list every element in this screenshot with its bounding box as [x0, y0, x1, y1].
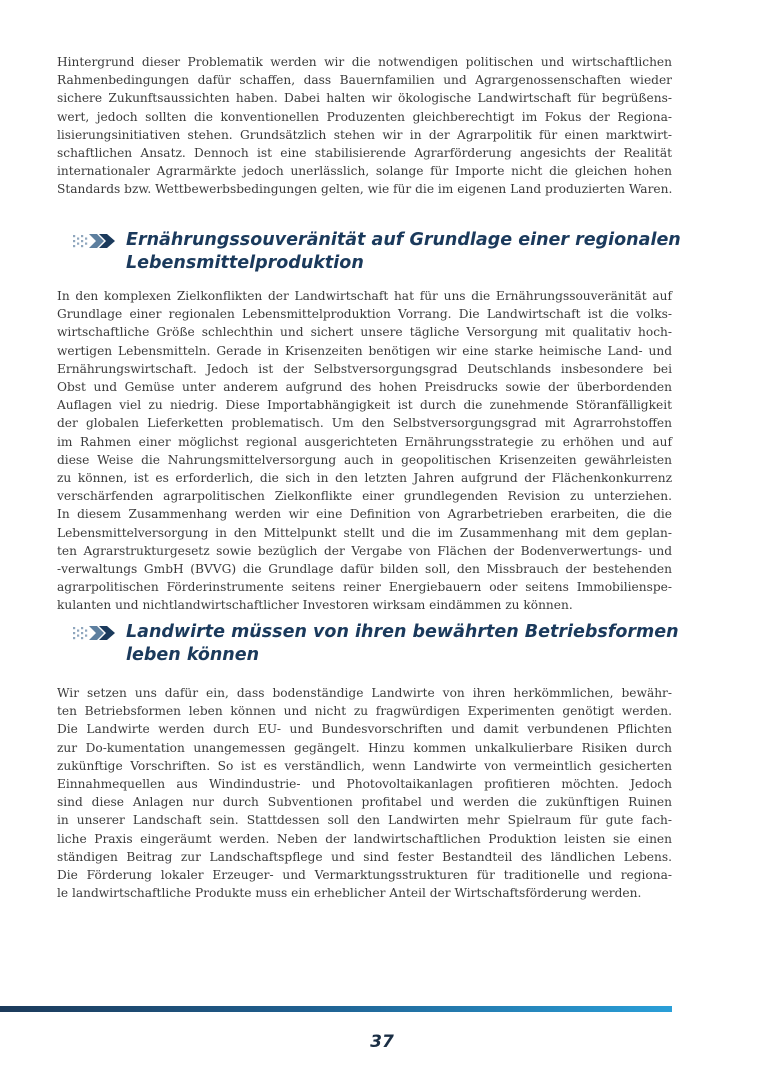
section1-paragraph — [57, 287, 672, 615]
text-line: Wir setzen uns dafür ein, dass bodenständige Landwirte von ihren herkömmlichen, bewähr- — [57, 686, 672, 700]
text-line: im Rahmen einer möglichst regional ausgerichteten Ernährungsstrategie zu erhöhen und auf — [57, 434, 672, 449]
text-line: Obst und Gemüse unter anderem aufgrund des hohen Preisdrucks sowie der überbordenden — [57, 380, 672, 395]
text-line: Die Förderung lokaler Erzeuger- und Vermarktungsstrukturen für traditionelle und regiona- — [57, 868, 672, 883]
text-line: Lebensmittelversorgung in den Mittelpunkt stellt und die im Zusammenhang mit dem geplan- — [57, 525, 672, 540]
text-line: ständigen Beitrag zur Landschaftspflege und sind fester Bestandteil des ländlichen Lebens. — [57, 849, 672, 864]
text-line: le landwirtschaftliche Produkte muss ein erheblicher Anteil der Wirtschaftsförderung werden. — [57, 886, 642, 901]
heading-line: Lebensmittelproduktion — [126, 253, 364, 273]
text-line: Einnahmequellen aus Windindustrie- und Photovoltaikanlagen profitieren möchten. Jedoch — [57, 777, 672, 792]
text-line: sichere Zukunftsaussichten haben. Dabei halten wir ökologische Landwirtschaft für begrüßens- — [57, 91, 672, 106]
text-line: ten Betriebsformen leben können und nicht zu fragwürdigen Experimenten genötigt werden. — [57, 704, 672, 719]
text-line: In den komplexen Zielkonflikten der Landwirtschaft hat für uns die Ernährungssouveränität auf — [57, 289, 672, 303]
text-line: zur Do-kumentation unangemessen gegängelt. Hinzu kommen unkalkulierbare Risiken durch — [57, 740, 672, 755]
text-line: schaftlichen Ansatz. Dennoch ist eine stabilisierende Agrarförderung angesichts der Realität — [57, 146, 672, 161]
text-line: Die Landwirte werden durch EU- und Bundesvorschriften und damit verbundenen Pflichten — [57, 722, 672, 737]
text-line: Auflagen viel zu niedrig. Diese Importabhängigkeit ist durch die zunehmende Störanfälligkeit — [57, 398, 672, 413]
text-line: agrarpolitischen Förderinstrumente seitens reiner Energiebauern oder seitens Immobilienspe- — [57, 580, 672, 595]
text-line: lisierungsinitiativen stehen. Grundsätzlich stehen wir in der Agrarpolitik für einen marktwirt- — [57, 127, 672, 142]
text-line: Standards bzw. Wettbewerbsbedingungen gelten, wie für die im eigenen Land produzierten Waren. — [57, 182, 673, 197]
intro-paragraph — [57, 53, 672, 199]
double-chevron-arrow-icon — [73, 625, 117, 641]
text-line: internationaler Agrarmärkte jedoch unerlässlich, solange für Importe nicht die gleichen hohen — [57, 164, 672, 179]
text-line: Grundlage einer regionalen Lebensmittelproduktion Vorrang. Die Landwirtschaft ist die volks- — [57, 307, 672, 322]
text-line: liche Praxis eingeräumt werden. Neben der landwirtschaftlichen Produktion leisten sie einen — [57, 831, 672, 846]
heading-text — [126, 229, 686, 275]
text-line: Ernährungswirtschaft. Jedoch ist der Selbstversorgungsgrad Deutschlands insbesondere bei — [57, 361, 672, 376]
heading-text — [126, 621, 686, 667]
text-line: ten Agrarstrukturgesetz sowie bezüglich der Vergabe von Flächen der Bodenverwertungs- und — [57, 543, 672, 558]
text-line: In diesem Zusammenhang werden wir eine Definition von Agrarbetrieben erarbeiten, die die — [57, 507, 672, 522]
section2-paragraph — [57, 684, 672, 902]
text-line: wertigen Lebensmitteln. Gerade in Krisenzeiten benötigen wir eine starke heimische Land- und — [57, 343, 672, 358]
text-line: -verwaltungs GmbH (BVVG) die Grundlage dafür bilden soll, den Missbrauch der bestehenden — [57, 562, 672, 577]
heading-line: leben können — [126, 645, 260, 665]
footer-gradient-bar — [0, 1006, 672, 1012]
text-line: wirtschaftliche Größe schlechthin und sichert unsere tägliche Versorgung mit qualitativ hoch- — [57, 325, 672, 340]
text-line: Rahmenbedingungen dafür schaffen, dass Bauernfamilien und Agrargenossenschaften wieder — [57, 73, 672, 88]
double-chevron-arrow-icon — [73, 233, 117, 249]
text-line: der globalen Lieferketten problematisch. Um den Selbstversorgungsgrad mit Agrarrohstoffen — [57, 416, 672, 431]
text-line: wert, jedoch sollten die konventionellen Produzenten gleichberechtigt im Fokus der Regiona- — [57, 109, 672, 124]
text-line: zukünftige Vorschriften. So ist es verständlich, wenn Landwirte von vermeintlich gesicherten — [57, 758, 672, 773]
text-line: sind diese Anlagen nur durch Subventionen profitabel und werden die zukünftigen Ruinen — [57, 795, 672, 810]
heading-line: Landwirte müssen von ihren bewährten Betriebsformen — [126, 622, 679, 642]
text-line: zu können, ist es erforderlich, die sich in den letzten Jahren aufgrund der Flächenkonkurrenz — [57, 471, 672, 486]
text-line: diese Weise die Nahrungsmittelversorgung auch in geopolitischen Krisenzeiten gewährleisten — [57, 452, 672, 467]
text-line: Hintergrund dieser Problematik werden wir die notwendigen politischen und wirtschaftlichen — [57, 55, 672, 69]
heading-line: Ernährungssouveränität auf Grundlage einer regionalen — [126, 230, 681, 250]
text-line: in unserer Landschaft sein. Stattdessen soll den Landwirten mehr Spielraum für gute fach- — [57, 813, 672, 828]
text-line: verschärfenden agrarpolitischen Zielkonflikte einer grundlegenden Revision zu unterziehen. — [57, 489, 672, 504]
text-line: kulanten und nichtlandwirtschaftlicher Investoren wirksam eindämmen zu können. — [57, 598, 573, 613]
page-number: 37 — [370, 1032, 394, 1052]
